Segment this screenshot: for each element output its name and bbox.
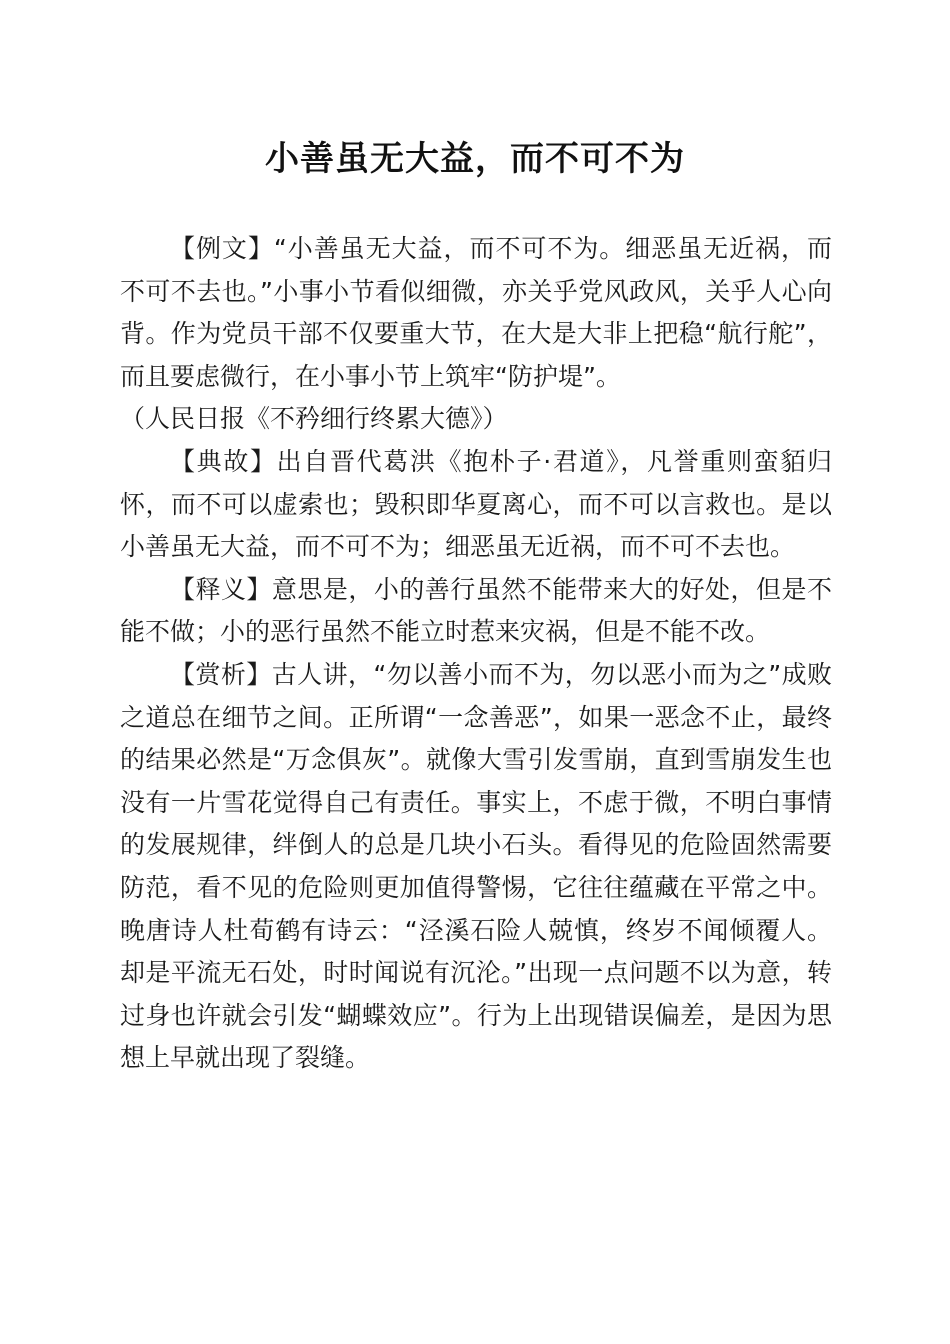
paragraph-appreciation (120, 654, 832, 1080)
paragraph-example (120, 228, 832, 441)
paragraph-tag: 【例文】 (170, 234, 274, 263)
paragraph-text: 意思是，小的善行虽然不能带来大的好处，但是不能不做；小的恶行虽然不能立时惹来灾祸，但是不能不改。 (120, 574, 832, 647)
document-body (120, 228, 832, 1080)
paragraph-tag: 【赏析】 (170, 659, 272, 689)
paragraph-text: “小善虽无大益，而不可不为。细恶虽无近祸，而不可不去也。”小事小节看似细微，亦关乎党风政风，关乎人心向背。作为党员干部不仅要重大节，在大是大非上把稳“航行舵”，而且要虑微行，在小事小节上筑牢“防护堤”。 (120, 234, 832, 391)
document-title: 小善虽无大益，而不可不为 (265, 139, 685, 179)
paragraph-tag: 【典故】 (170, 446, 277, 476)
paragraph-meaning (120, 569, 832, 654)
paragraph-tag: 【释义】 (170, 574, 272, 604)
paragraph-text: 古人讲，“勿以善小而不为，勿以恶小而为之”成败之道总在细节之间。正所谓“一念善恶”，如果一恶念不止，最终的结果必然是“万念俱灰”。就像大雪引发雪崩，直到雪崩发生也没有一片雪花觉得自己有责任。事实上，不虑于微，不明白事情的发展规律，绊倒人的总是几块小石头。看得见的危险固然需要防范，看不见的危险则更加值得警惕，它往往蕴藏在平常之中。晚唐诗人杜荀鹤有诗云：“泾溪石险人兢慎，终岁不闻倾覆人。却是平流无石处，时时闻说有沉沦。”出现一点问题不以为意，转过身也许就会引发“蝴蝶效应”。行为上出现错误偏差，是因为思想上早就出现了裂缝。 (120, 659, 832, 1073)
paragraph-allusion (120, 441, 832, 569)
paragraph-text: 出自晋代葛洪《抱朴子·君道》，凡誉重则蛮貊归怀，而不可以虚索也；毁积即华夏离心，而不可以言救也。是以小善虽无大益，而不可不为；细恶虽无近祸，而不可不去也。 (120, 446, 832, 562)
paragraph-source: （人民日报《不矜细行终累大德》） (120, 404, 508, 434)
